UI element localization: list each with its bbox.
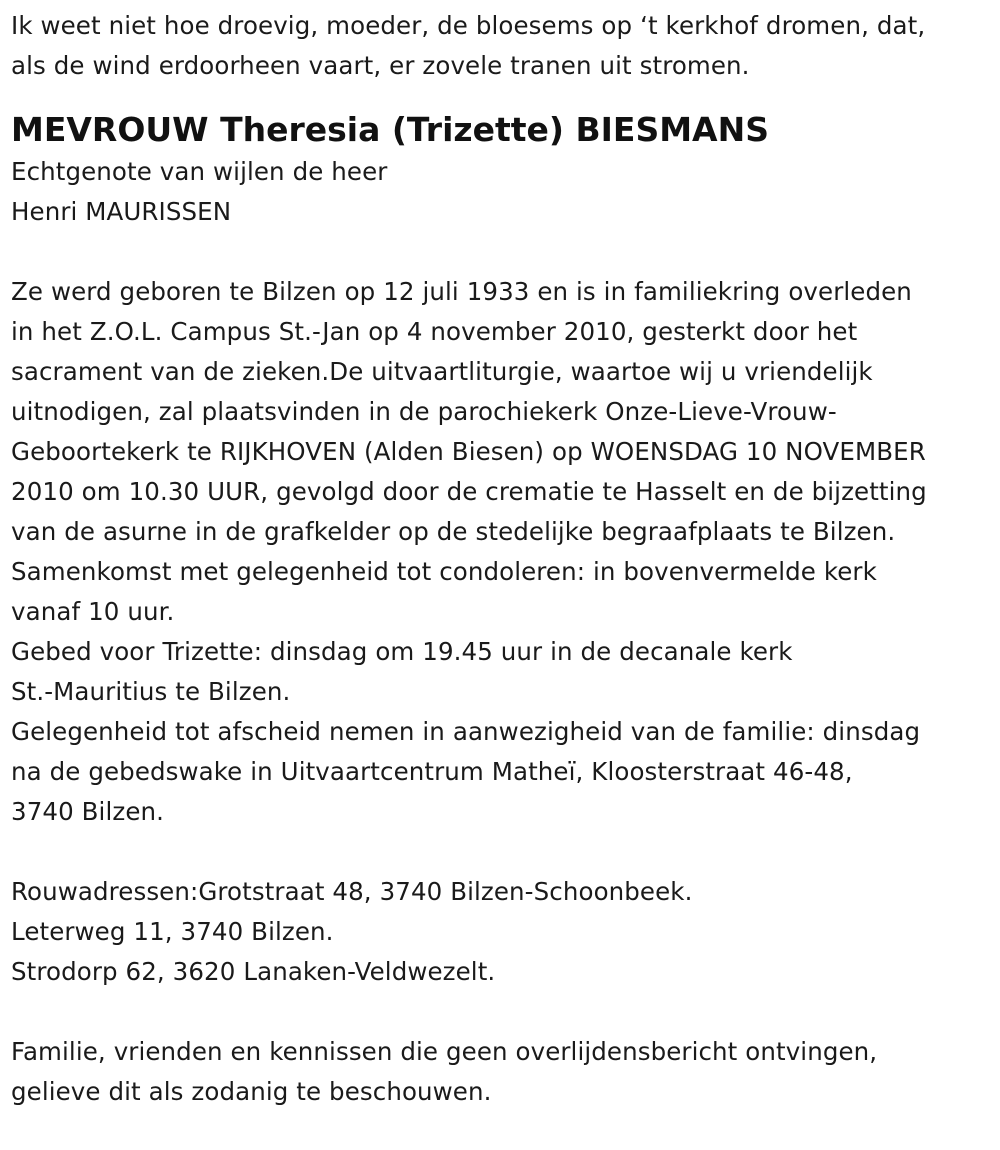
- address-line: Leterweg 11, 3740 Bilzen.: [11, 917, 334, 946]
- spouse-line: Henri MAURISSEN: [11, 197, 232, 226]
- body-line: 2010 om 10.30 UUR, gevolgd door de crematie te Hasselt en de bijzetting: [11, 477, 927, 506]
- address-line: Strodorp 62, 3620 Lanaken-Veldwezelt.: [11, 957, 496, 986]
- body-line: in het Z.O.L. Campus St.-Jan op 4 november 2010, gesterkt door het: [11, 317, 858, 346]
- body-line: van de asurne in de grafkelder op de stedelijke begraafplaats te Bilzen.: [11, 517, 896, 546]
- obituary-notice: [11, 6, 995, 1112]
- address-line: Rouwadressen:Grotstraat 48, 3740 Bilzen-Schoonbeek.: [11, 877, 693, 906]
- body-line: Gelegenheid tot afscheid nemen in aanwezigheid van de familie: dinsdag: [11, 717, 921, 746]
- body-line: vanaf 10 uur.: [11, 597, 175, 626]
- poem: [11, 6, 995, 86]
- body-line: na de gebedswake in Uitvaartcentrum Matheï, Kloosterstraat 46-48,: [11, 757, 853, 786]
- body-line: Gebed voor Trizette: dinsdag om 19.45 uur in de decanale kerk: [11, 637, 793, 666]
- closing-line: Familie, vrienden en kennissen die geen overlijdensbericht ontvingen,: [11, 1037, 878, 1066]
- mourning-addresses: [11, 872, 995, 992]
- funeral-details: [11, 272, 995, 832]
- spouse-info: [11, 152, 995, 232]
- body-line: Samenkomst met gelegenheid tot condoleren: in bovenvermelde kerk: [11, 557, 877, 586]
- poem-line: als de wind erdoorheen vaart, er zovele tranen uit stromen.: [11, 51, 750, 80]
- deceased-name-title: MEVROUW Theresia (Trizette) BIESMANS: [11, 110, 769, 149]
- body-line: Geboortekerk te RIJKHOVEN (Alden Biesen) op WOENSDAG 10 NOVEMBER: [11, 437, 926, 466]
- body-line: 3740 Bilzen.: [11, 797, 165, 826]
- poem-line: Ik weet niet hoe droevig, moeder, de bloesems op ‘t kerkhof dromen, dat,: [11, 11, 926, 40]
- body-line: St.-Mauritius te Bilzen.: [11, 677, 291, 706]
- body-line: Ze werd geboren te Bilzen op 12 juli 1933 en is in familiekring overleden: [11, 277, 912, 306]
- closing-note: [11, 1032, 995, 1112]
- body-line: sacrament van de zieken.De uitvaartliturgie, waartoe wij u vriendelijk: [11, 357, 873, 386]
- closing-line: gelieve dit als zodanig te beschouwen.: [11, 1077, 492, 1106]
- spouse-line: Echtgenote van wijlen de heer: [11, 157, 388, 186]
- body-line: uitnodigen, zal plaatsvinden in de parochiekerk Onze-Lieve-Vrouw-: [11, 397, 837, 426]
